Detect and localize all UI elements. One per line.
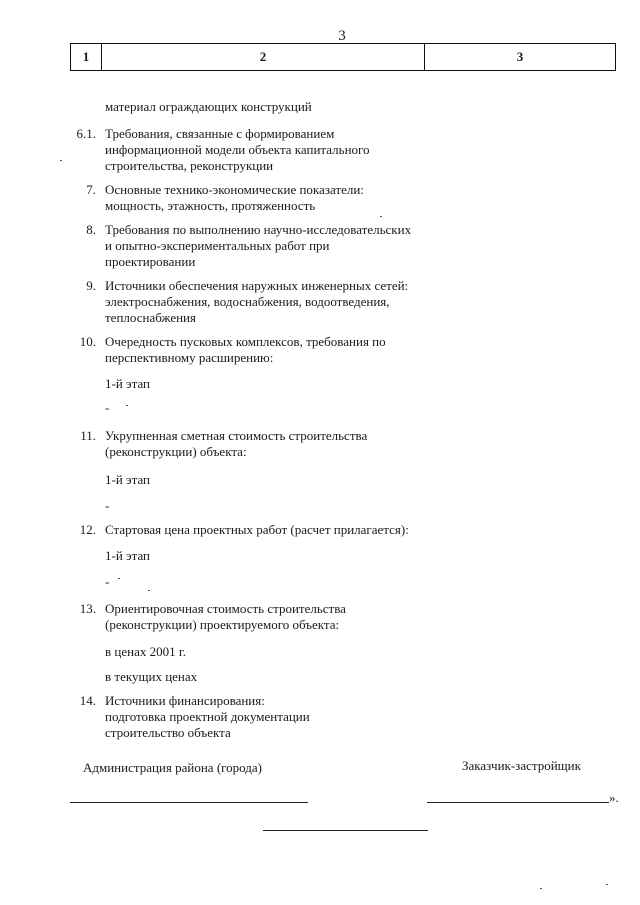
- item-text: [105, 182, 435, 214]
- column-header-3: 3: [425, 44, 616, 71]
- item-number: 9.: [86, 278, 96, 293]
- item-text: [105, 522, 445, 538]
- item-line: Ориентировочная стоимость строительства: [105, 601, 346, 616]
- item-line: (реконструкции) проектируемого объекта:: [105, 617, 340, 632]
- item-line: Требования, связанные с формированием: [105, 126, 335, 141]
- stage-label: 1-й этап: [105, 376, 151, 391]
- item-line: мощность, этажность, протяженность: [105, 198, 316, 213]
- item-line: Источники финансирования:: [105, 693, 265, 708]
- bottom-line: [263, 830, 428, 831]
- column-header-2: 2: [102, 44, 425, 71]
- scan-speck: [380, 216, 382, 217]
- item-line: подготовка проектной документации: [105, 709, 310, 724]
- closing-quote: ».: [609, 790, 619, 805]
- price-2001-label: в ценах 2001 г.: [105, 644, 186, 659]
- item-number: 10.: [79, 334, 96, 349]
- item-line: перспективному расширению:: [105, 350, 274, 365]
- item-text: [105, 693, 435, 741]
- customer-label: Заказчик-застройщик: [462, 758, 581, 773]
- item-line: Укрупненная сметная стоимость строительства: [105, 428, 368, 443]
- stage-label: 1-й этап: [105, 548, 151, 563]
- item-text: [105, 126, 435, 174]
- item-number: 11.: [80, 428, 96, 443]
- item-line: Источники обеспечения наружных инженерных сетей:: [105, 278, 409, 293]
- administration-label: Администрация района (города): [83, 760, 263, 775]
- stage-label: 1-й этап: [105, 472, 151, 487]
- item-number: 14.: [79, 693, 96, 708]
- column-header-1: 1: [71, 44, 102, 71]
- right-signature-line: [427, 802, 609, 803]
- scan-speck: [118, 578, 120, 579]
- item-line: и опытно-экспериментальных работ при: [105, 238, 330, 253]
- scan-speck: [148, 590, 150, 591]
- continued-text: материал ограждающих конструкций: [105, 99, 312, 114]
- stage-dash: -: [105, 574, 110, 589]
- item-line: строительства, реконструкции: [105, 158, 274, 173]
- left-signature-line: [70, 802, 308, 803]
- item-line: проектировании: [105, 254, 196, 269]
- scan-speck: [60, 160, 62, 161]
- item-line: электроснабжения, водоснабжения, водоотведения,: [105, 294, 390, 309]
- item-text: [105, 601, 435, 633]
- item-number: 12.: [79, 522, 96, 537]
- item-line: информационной модели объекта капитального: [105, 142, 370, 157]
- item-line: (реконструкции) объекта:: [105, 444, 247, 459]
- item-line: Основные технико-экономические показатели:: [105, 182, 364, 197]
- item-line: теплоснабжения: [105, 310, 196, 325]
- item-line: Очередность пусковых комплексов, требования по: [105, 334, 386, 349]
- item-line: строительство объекта: [105, 725, 231, 740]
- scan-speck: [126, 405, 128, 406]
- item-number: 6.1.: [76, 126, 96, 141]
- scan-speck: [606, 884, 608, 885]
- item-number: 13.: [79, 601, 96, 616]
- item-line: Стартовая цена проектных работ (расчет прилагается):: [105, 522, 409, 537]
- item-number: 7.: [86, 182, 96, 197]
- item-text: [105, 428, 435, 460]
- item-line: Требования по выполнению научно-исследовательских: [105, 222, 412, 237]
- item-text: [105, 222, 435, 270]
- page-number: 3: [338, 28, 346, 44]
- item-number: 8.: [86, 222, 96, 237]
- item-text: [105, 334, 435, 366]
- stage-dash: -: [105, 498, 110, 513]
- item-text: [105, 278, 435, 326]
- current-price-label: в текущих ценах: [105, 669, 198, 684]
- scan-speck: [540, 888, 542, 889]
- stage-dash: -: [105, 400, 110, 415]
